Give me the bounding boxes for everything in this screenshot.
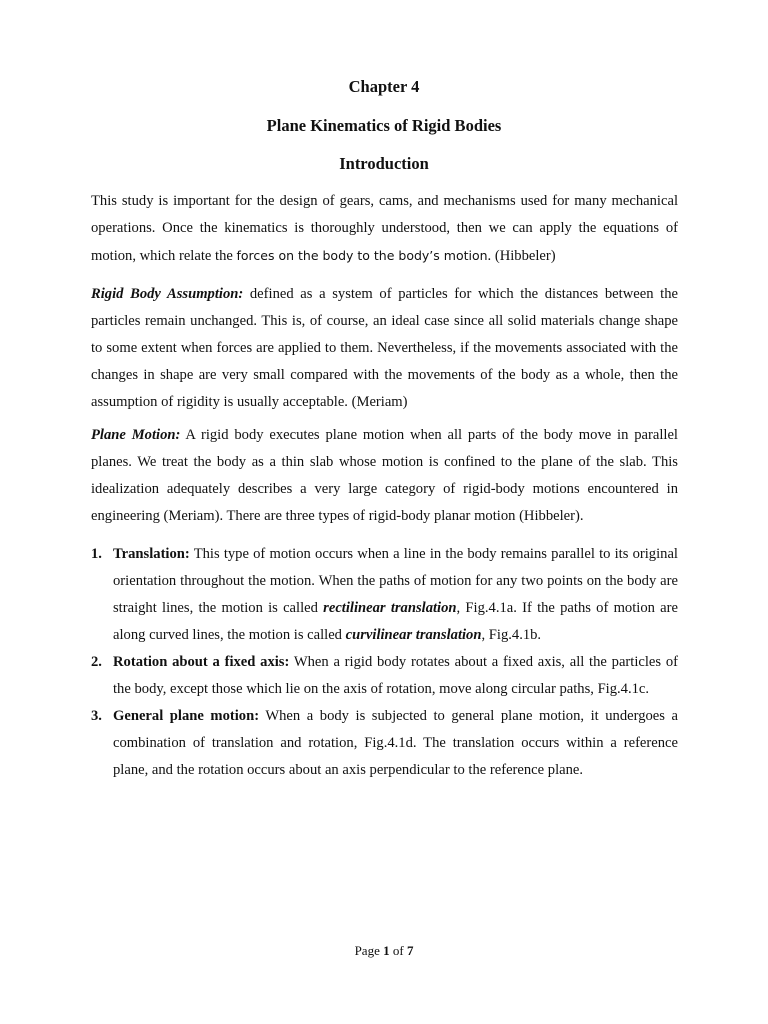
rigid-body-paragraph [91,281,678,416]
intro-paragraph [91,188,678,270]
list-item-rotation [91,649,678,703]
rigid-body-term: Rigid Body Assumption: [91,286,244,302]
list-term: Translation: [113,546,190,562]
footer-of-word: of [389,943,407,958]
list-item-general-plane-motion [91,703,678,784]
footer-current-page: 1 [383,943,390,958]
page-footer [0,942,768,960]
list-number: 2. [91,654,102,670]
list-text: When a rigid body rotates about a fixed axis, all the particles of the body, except those which lie on the axis of rotation, move along circular paths, Fig.4.1c. [113,654,678,697]
list-text: , Fig.4.1b. [481,627,542,643]
list-emphasis: rectilinear translation [323,600,457,616]
intro-text-sans: forces on the body to the body’s motion [236,248,488,263]
chapter-title: Plane Kinematics of Rigid Bodies [266,116,502,135]
list-number: 1. [91,546,102,562]
plane-motion-text: A rigid body executes plane motion when all parts of the body move in parallel planes. We treat the body as a thin slab whose motion is confined to the plane of the slab. This idealization adequately describes a very large category of rigid-body motions encountered in engineering (Meriam). There are three types of rigid-body planar motion (Hibbeler). [91,427,678,524]
footer-total-pages: 7 [406,943,414,958]
list-emphasis: curvilinear translation [345,627,482,643]
list-item-translation [91,541,678,649]
rigid-body-text: defined as a system of particles for which the distances between the particles remain unchanged. This is, of course, an ideal case since all solid materials change shape to some extent when forces are applied to them. Nevertheless, if the movements associated with the changes in shape are very small compared with the movements of the body as a whole, then the assumption of rigidity is usually acceptable. (Meriam) [91,286,678,410]
section-heading: Introduction [339,154,429,173]
intro-text-b: . (Hibbeler) [487,248,556,264]
intro-text-a: This study is important for the design of gears, cams, and mechanisms used for many mechanical operations. Once the kinematics is thoroughly understood, then we can apply the equations of motion, which relate the [91,193,678,264]
list-text: , Fig.4.1a. If the paths of motion are along curved lines, the motion is called [113,600,678,643]
plane-motion-term: Plane Motion: [91,427,181,443]
footer-page-word: Page [354,943,384,958]
list-term: General plane motion: [113,708,260,724]
chapter-heading: Chapter 4 [348,77,420,96]
list-number: 3. [91,708,102,724]
motion-types-list [91,541,678,784]
plane-motion-paragraph [91,422,678,530]
list-text: When a body is subjected to general plane motion, it undergoes a combination of translation and rotation, Fig.4.1d. The translation occurs within a reference plane, and the rotation occurs about an axis perpendicular to the reference plane. [113,708,678,778]
list-term: Rotation about a fixed axis: [113,654,290,670]
list-text: This type of motion occurs when a line in the body remains parallel to its original orientation throughout the motion. When the paths of motion for any two points on the body are straight lines, the motion is called [113,546,678,616]
